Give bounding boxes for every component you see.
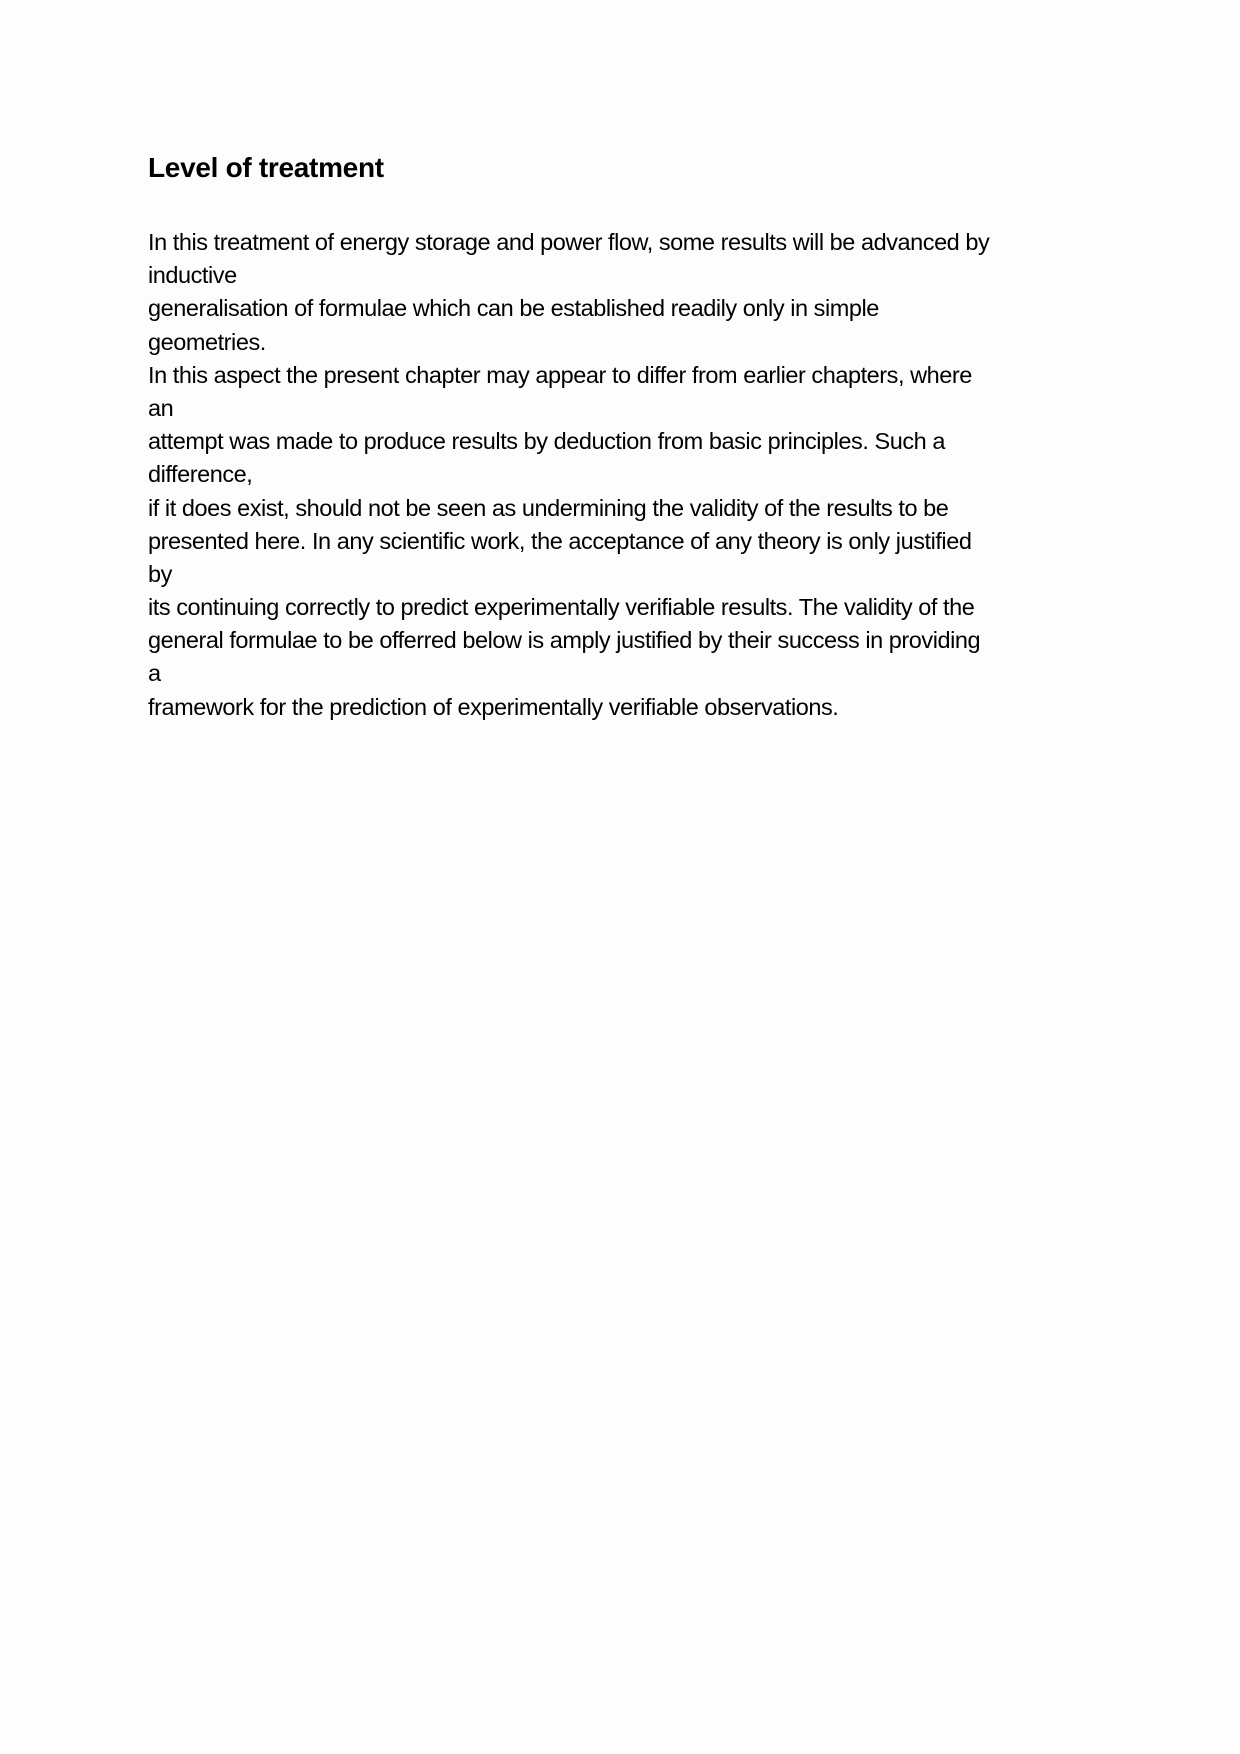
text-line: if it does exist, should not be seen as undermining the validity of the results to be (148, 494, 949, 521)
text-line: general formulae to be offerred below is amply justified by their success in providing (148, 627, 981, 654)
section-heading: Level of treatment (148, 152, 384, 183)
text-line: attempt was made to produce results by deduction from basic principles. Such a (148, 428, 945, 455)
text-line: by (148, 560, 172, 587)
text-line: an (148, 394, 174, 421)
text-line: geometries. (148, 328, 266, 355)
text-line: a (148, 660, 161, 687)
text-line: generalisation of formulae which can be established readily only in simple (148, 295, 879, 322)
text-line: inductive (148, 262, 237, 289)
text-line: framework for the prediction of experimentally verifiable observations. (148, 693, 839, 720)
body-paragraph (148, 226, 1098, 724)
text-line: presented here. In any scientific work, the acceptance of any theory is only justified (148, 527, 972, 554)
text-line: In this aspect the present chapter may appear to differ from earlier chapters, where (148, 361, 972, 388)
text-line: In this treatment of energy storage and power flow, some results will be advanced by (148, 229, 990, 255)
text-line: its continuing correctly to predict experimentally verifiable results. The validity of the (148, 594, 975, 621)
text-line: difference, (148, 461, 253, 488)
